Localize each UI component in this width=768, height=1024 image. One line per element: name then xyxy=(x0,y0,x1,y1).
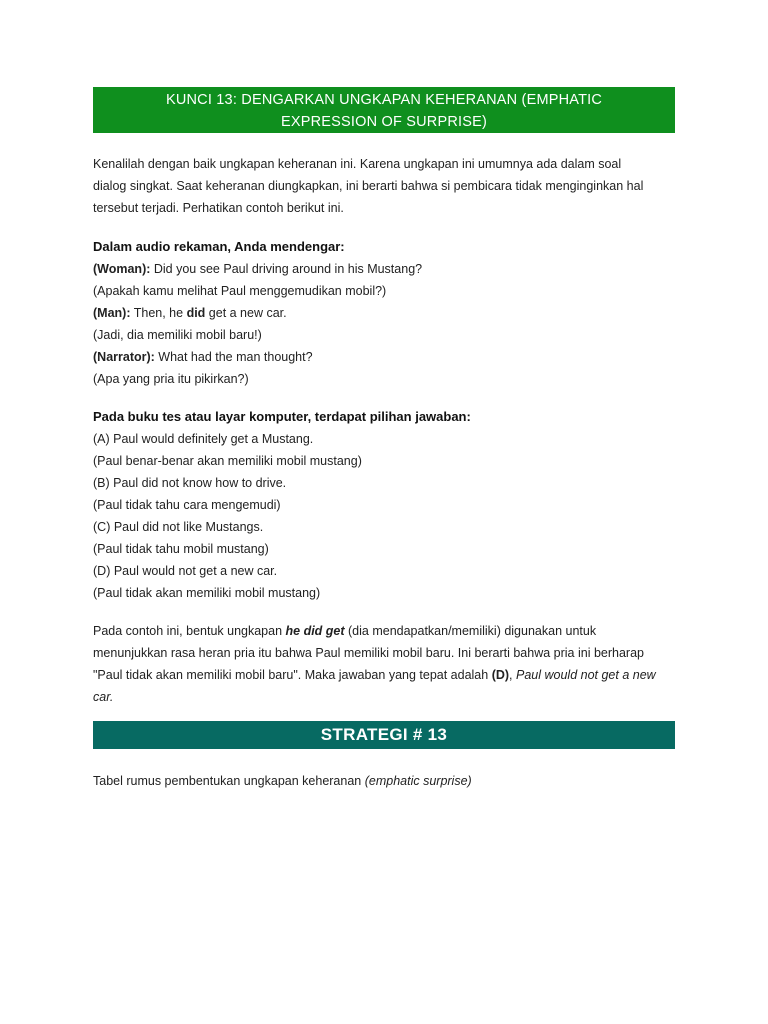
kunci-header-line2: EXPRESSION OF SURPRISE) xyxy=(280,114,488,130)
audio-heading: Dalam audio rekaman, Anda mendengar: xyxy=(93,239,345,254)
table-caption xyxy=(93,770,683,792)
explanation-text: (dia mendapatkan/memiliki) digunakan untuk xyxy=(344,624,597,638)
choice-option-b: (B) Paul did not know how to drive. xyxy=(93,476,287,490)
intro-line: tersebut terjadi. Perhatikan contoh berikut ini. xyxy=(93,201,344,215)
choice-translation-c: (Paul tidak tahu mobil mustang) xyxy=(93,542,269,556)
man-text-pre: Then, he xyxy=(130,306,187,320)
kunci-header-line1: KUNCI 13: DENGARKAN UNGKAPAN KEHERANAN (EMPHATIC xyxy=(165,92,603,108)
kunci-header-banner xyxy=(93,87,675,133)
narrator-line xyxy=(93,346,683,368)
table-caption-line xyxy=(93,770,683,792)
strategi-banner xyxy=(93,721,675,749)
audio-section xyxy=(93,236,683,390)
table-caption-emphasis: (emphatic surprise) xyxy=(364,774,472,788)
narrator-translation: (Apa yang pria itu pikirkan?) xyxy=(93,372,249,386)
explanation-emphasis: he did get xyxy=(285,624,345,638)
explanation-line-1 xyxy=(93,620,683,642)
woman-line xyxy=(93,258,683,280)
woman-label: (Woman): xyxy=(93,262,151,276)
man-text-bold: did xyxy=(186,306,206,320)
answer-label: (D) xyxy=(491,668,510,682)
explanation-line-4 xyxy=(93,686,683,708)
man-text-post: get a new car. xyxy=(205,306,287,320)
table-caption-text: Tabel rumus pembentukan ungkapan keheranan xyxy=(93,774,365,788)
choice-translation-b: (Paul tidak tahu cara mengemudi) xyxy=(93,498,281,512)
explanation-text: Pada contoh ini, bentuk ungkapan xyxy=(93,624,286,638)
explanation-text: , xyxy=(509,668,516,682)
explanation-line-2: menunjukkan rasa heran pria itu bahwa Paul memiliki mobil baru. Ini berarti bahwa pria ini berharap xyxy=(93,646,644,660)
woman-text: Did you see Paul driving around in his Mustang? xyxy=(150,262,423,276)
man-translation: (Jadi, dia memiliki mobil baru!) xyxy=(93,328,262,342)
choice-option-c: (C) Paul did not like Mustangs. xyxy=(93,520,264,534)
choice-option-d: (D) Paul would not get a new car. xyxy=(93,564,278,578)
man-label: (Man): xyxy=(93,306,131,320)
intro-line: dialog singkat. Saat keheranan diungkapkan, ini berarti bahwa si pembicara tidak menginginkan hal xyxy=(93,179,644,193)
strategi-title: STRATEGI # 13 xyxy=(320,725,448,744)
intro-line: Kenalilah dengan baik ungkapan keheranan ini. Karena ungkapan ini umumnya ada dalam soal xyxy=(93,157,622,171)
choice-option-a: (A) Paul would definitely get a Mustang. xyxy=(93,432,314,446)
man-line xyxy=(93,302,683,324)
explanation-line-3 xyxy=(93,664,683,686)
answer-text-end: car. xyxy=(93,690,114,704)
choice-translation-d: (Paul tidak akan memiliki mobil mustang) xyxy=(93,586,321,600)
woman-translation: (Apakah kamu melihat Paul menggemudikan mobil?) xyxy=(93,284,387,298)
explanation-paragraph xyxy=(93,620,683,708)
explanation-text: "Paul tidak akan memiliki mobil baru". Maka jawaban yang tepat adalah xyxy=(93,668,492,682)
narrator-label: (Narrator): xyxy=(93,350,155,364)
answer-text: Paul would not get a new xyxy=(516,668,656,682)
narrator-text: What had the man thought? xyxy=(154,350,313,364)
choice-translation-a: (Paul benar-benar akan memiliki mobil mustang) xyxy=(93,454,362,468)
choices-section xyxy=(93,406,683,604)
intro-paragraph xyxy=(93,153,683,219)
choices-heading: Pada buku tes atau layar komputer, terdapat pilihan jawaban: xyxy=(93,409,471,424)
